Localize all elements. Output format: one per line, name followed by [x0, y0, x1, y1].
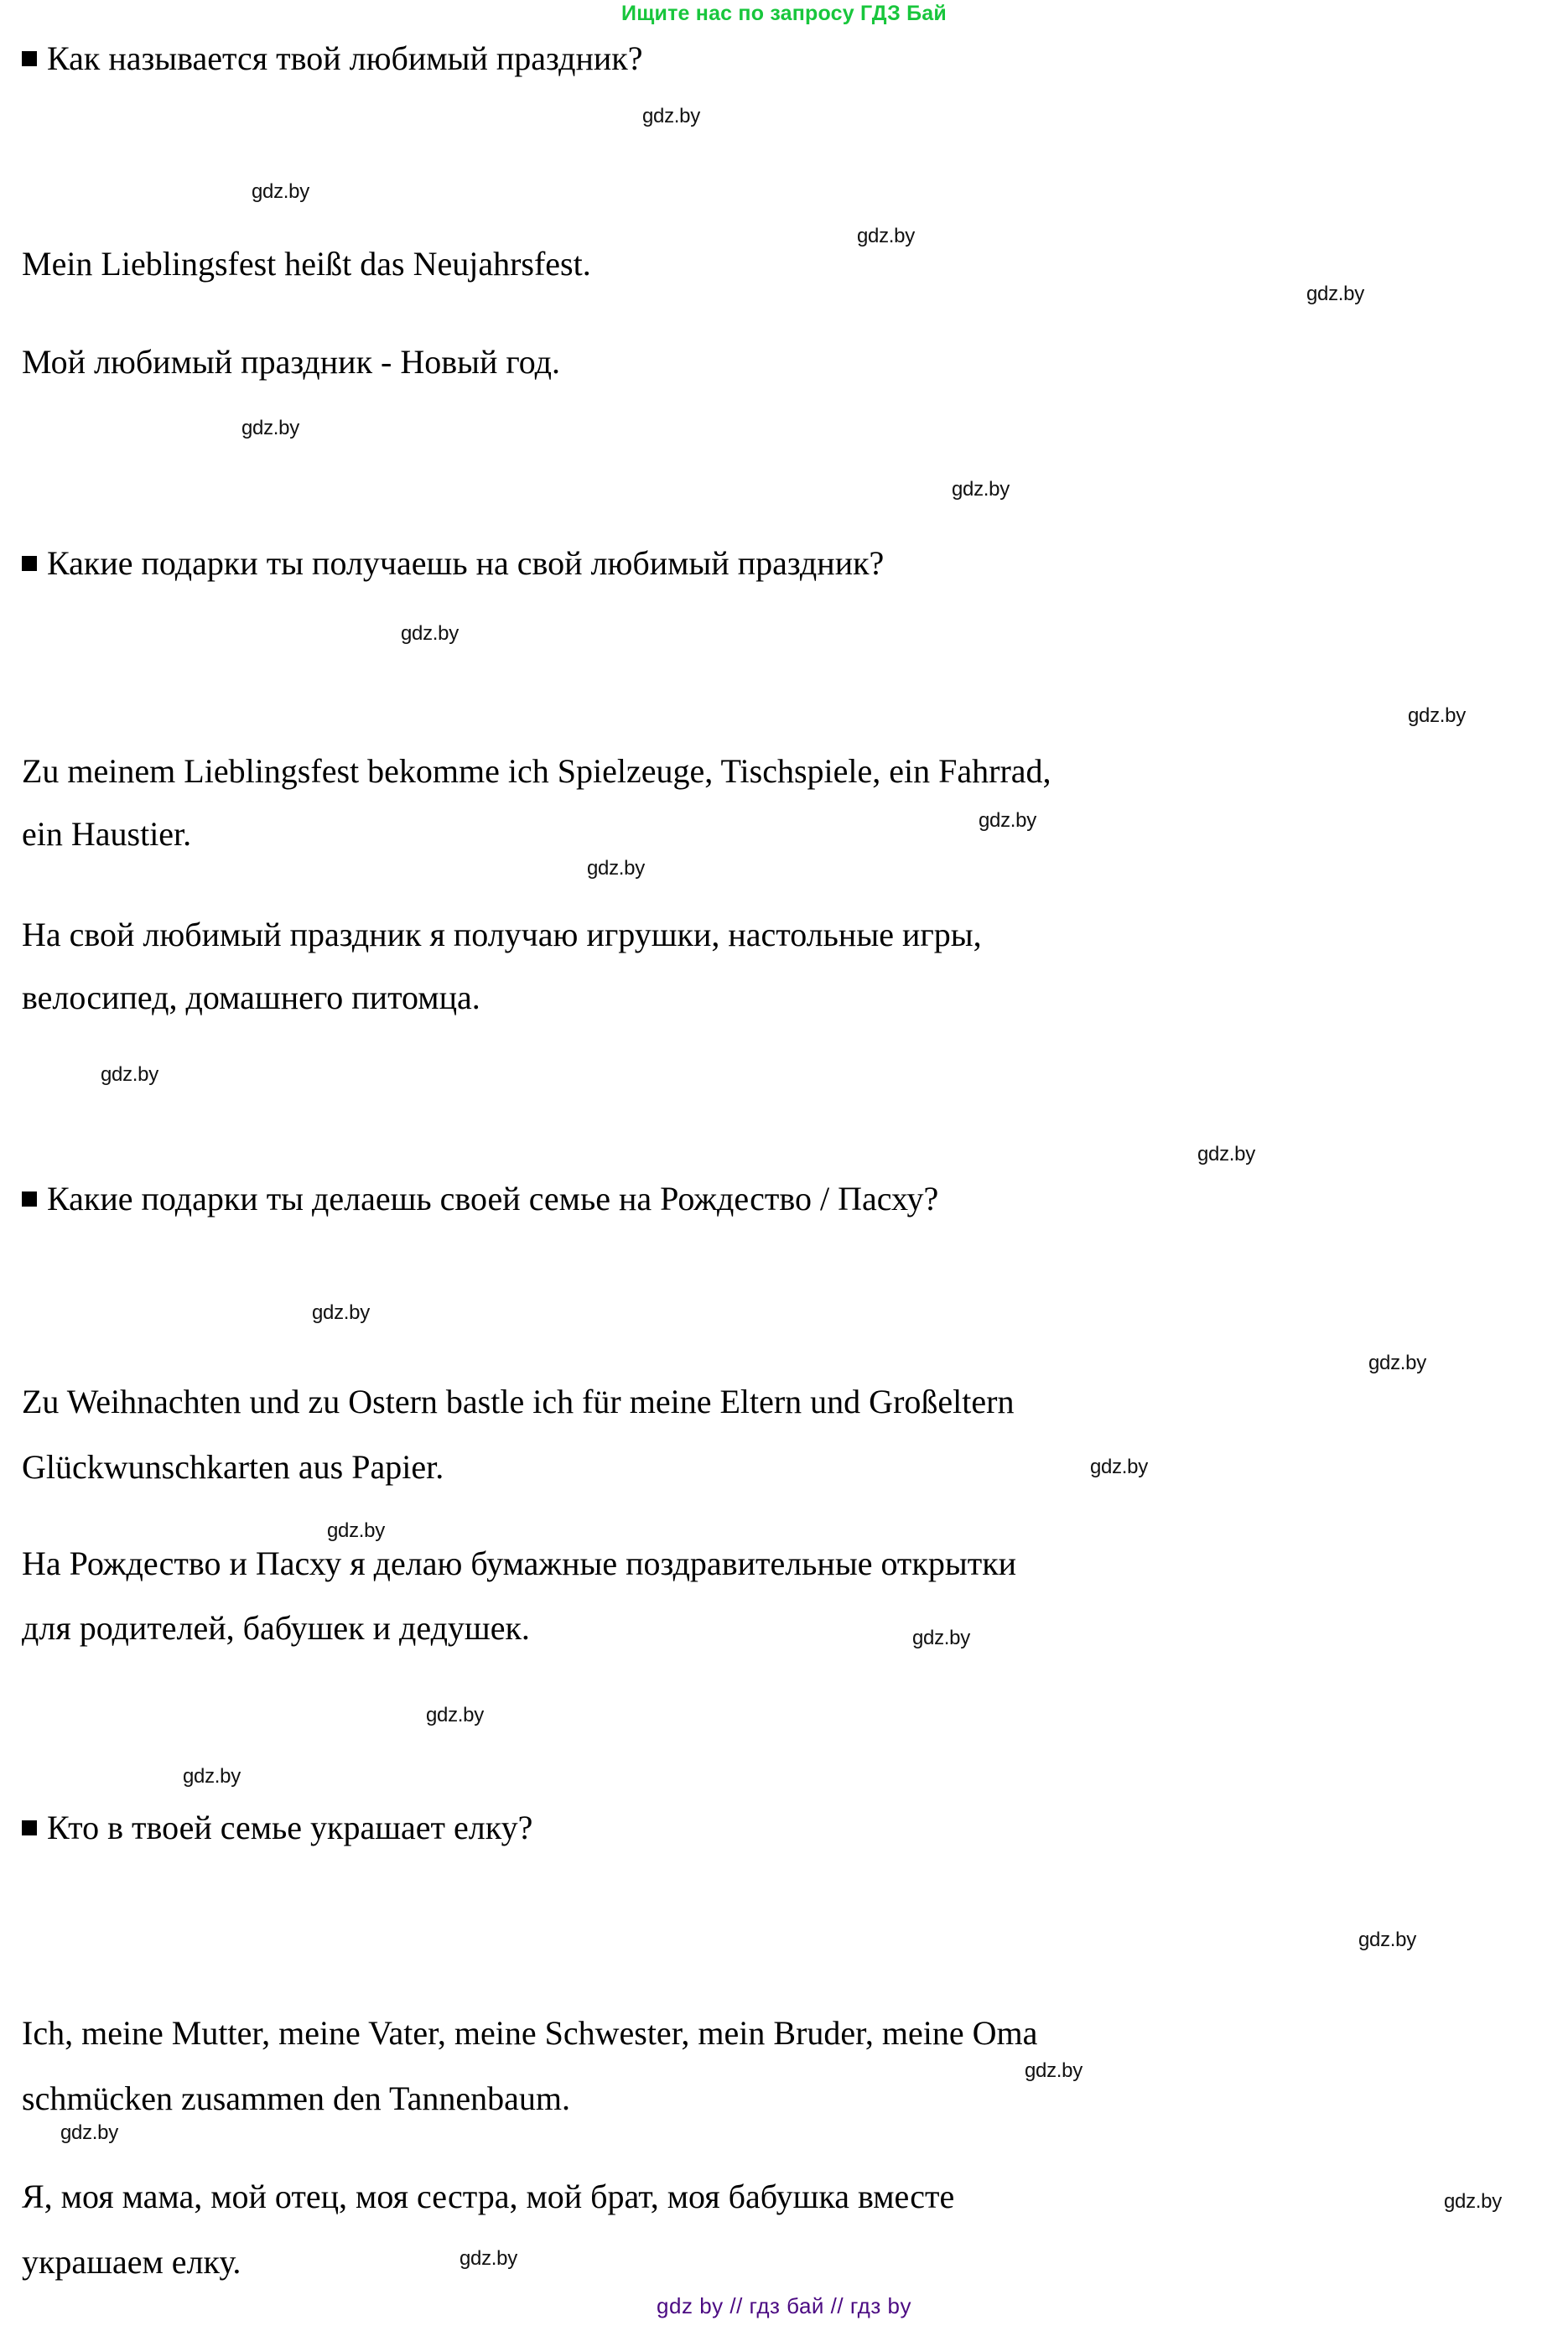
answer-line-russian: велосипед, домашнего питомца.	[22, 979, 480, 1016]
watermark-gdz: gdz.by	[1368, 1352, 1426, 1374]
watermark-gdz: gdz.by	[241, 417, 299, 439]
watermark-gdz: gdz.by	[979, 809, 1036, 832]
answer-line-german: Zu Weihnachten und zu Ostern bastle ich für meine Eltern und Großeltern	[22, 1383, 1015, 1420]
question-text: Какие подарки ты получаешь на свой любимый праздник?	[47, 544, 885, 582]
square-bullet-icon	[22, 556, 37, 571]
answer-line-russian: На Рождество и Пасху я делаю бумажные поздравительные открытки	[22, 1544, 1017, 1582]
watermark-gdz: gdz.by	[1197, 1143, 1255, 1166]
question-line	[22, 39, 643, 77]
answer-line-russian: украшаем елку.	[22, 2243, 241, 2281]
question-text: Какие подарки ты делаешь своей семье на Рождество / Пасху?	[47, 1180, 939, 1217]
answer-line-german: Glückwunschkarten aus Papier.	[22, 1448, 444, 1486]
watermark-gdz: gdz.by	[952, 478, 1010, 501]
watermark-gdz: gdz.by	[912, 1627, 970, 1649]
question-text: Кто в твоей семье украшает елку?	[47, 1809, 533, 1846]
answer-line-german: Mein Lieblingsfest heißt das Neujahrsfest.	[22, 245, 591, 283]
question-line	[22, 1182, 938, 1216]
watermark-gdz: gdz.by	[1306, 283, 1364, 305]
footer-watermark: gdz by // гдз бай // гдз by	[657, 2293, 911, 2318]
watermark-gdz: gdz.by	[183, 1765, 241, 1788]
watermark-gdz: gdz.by	[587, 857, 645, 880]
answer-line-german: Ich, meine Mutter, meine Vater, meine Schwester, mein Bruder, meine Oma	[22, 2014, 1038, 2052]
question-text: Как называется твой любимый праздник?	[47, 39, 643, 77]
square-bullet-icon	[22, 1191, 37, 1207]
watermark-gdz: gdz.by	[1025, 2059, 1083, 2082]
watermark-gdz: gdz.by	[60, 2121, 118, 2144]
promo-header-text: Ищите нас по запросу ГДЗ Бай	[621, 2, 947, 25]
watermark-gdz: gdz.by	[101, 1063, 158, 1086]
answer-line-russian: На свой любимый праздник я получаю игрушки, настольные игры,	[22, 916, 982, 953]
answer-line-german: schmücken zusammen den Tannenbaum.	[22, 2079, 571, 2117]
watermark-gdz: gdz.by	[401, 622, 459, 645]
watermark-gdz: gdz.by	[426, 1704, 484, 1726]
watermark-gdz: gdz.by	[1358, 1929, 1416, 1951]
answer-line-german: Zu meinem Lieblingsfest bekomme ich Spielzeuge, Tischspiele, ein Fahrrad,	[22, 752, 1051, 790]
watermark-gdz: gdz.by	[459, 2247, 517, 2270]
answer-line-german: ein Haustier.	[22, 815, 192, 853]
watermark-gdz: gdz.by	[1408, 704, 1466, 727]
answer-line-russian: Мой любимый праздник - Новый год.	[22, 343, 560, 381]
watermark-gdz: gdz.by	[252, 180, 309, 203]
square-bullet-icon	[22, 1820, 37, 1835]
watermark-gdz: gdz.by	[857, 225, 915, 247]
watermark-gdz: gdz.by	[1444, 2190, 1502, 2213]
watermark-gdz: gdz.by	[312, 1301, 370, 1324]
watermark-gdz: gdz.by	[1090, 1456, 1148, 1478]
watermark-gdz: gdz.by	[327, 1519, 385, 1542]
watermark-gdz: gdz.by	[642, 105, 700, 127]
question-line	[22, 544, 885, 582]
answer-line-russian: Я, моя мама, мой отец, моя сестра, мой брат, моя бабушка вместе	[22, 2178, 955, 2215]
square-bullet-icon	[22, 51, 37, 66]
answer-line-russian: для родителей, бабушек и дедушек.	[22, 1609, 530, 1647]
question-line	[22, 1811, 532, 1845]
